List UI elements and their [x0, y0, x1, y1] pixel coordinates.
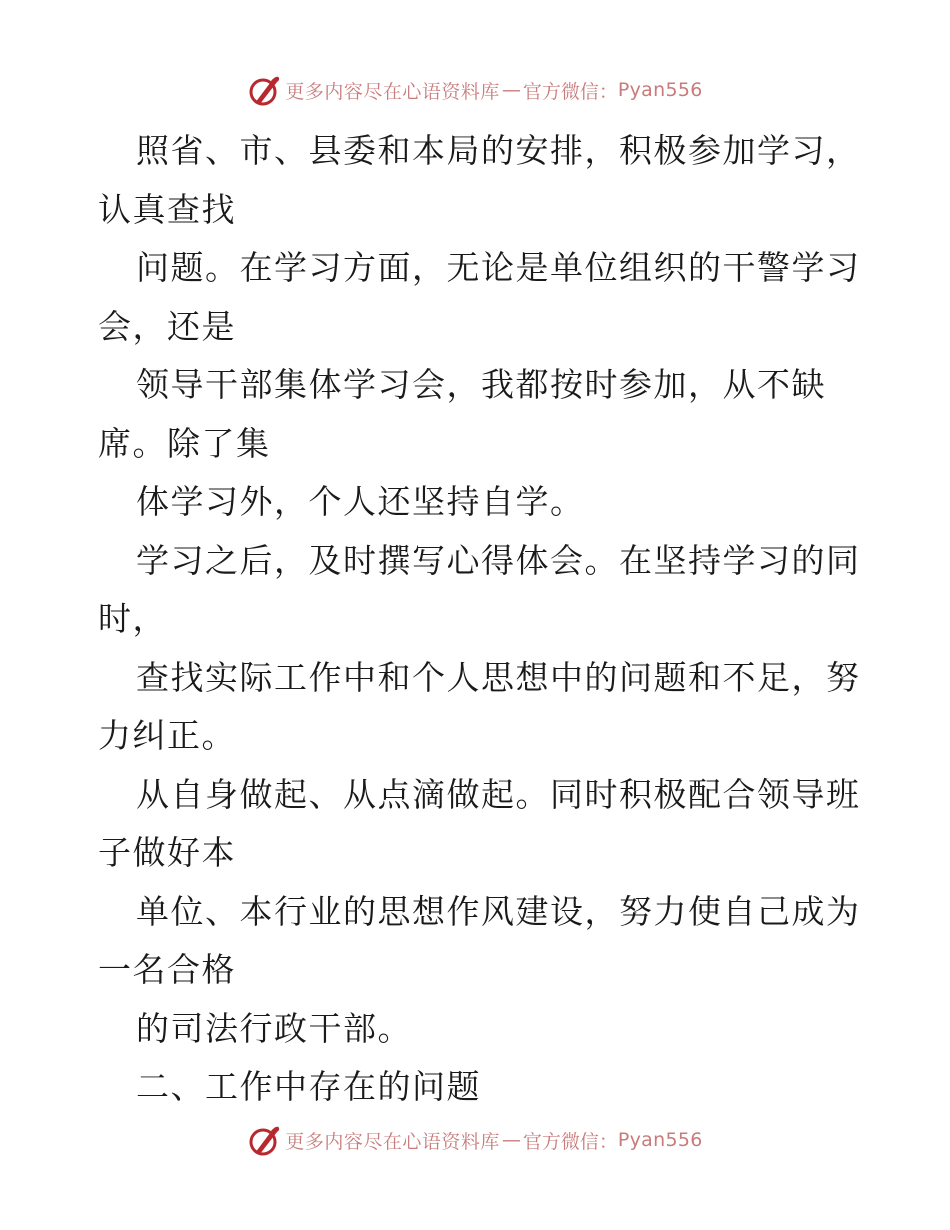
text-line: 学习之后，及时撰写心得体会。在坚持学习的同	[136, 540, 861, 580]
text-line: 问题。在学习方面，无论是单位组织的干警学习	[136, 248, 861, 287]
watermark-dash: —	[501, 1129, 521, 1151]
document-body	[98, 122, 861, 1117]
watermark-wechat-handle: Pyan556	[617, 1129, 703, 1151]
text-line: 席。除了集	[98, 423, 271, 463]
watermark-text: 更多内容尽在心语资料库	[285, 1130, 500, 1153]
quill-logo-icon	[247, 73, 281, 107]
text-line: 的司法行政干部。	[136, 1008, 412, 1048]
text-line: 单位、本行业的思想作风建设，努力使自己成为	[136, 891, 861, 931]
text-line: 领导干部集体学习会，我都按时参加，从不缺	[136, 365, 826, 404]
text-line: 一名合格	[98, 950, 236, 989]
text-line: 体学习外，个人还坚持自学。	[136, 482, 585, 521]
text-line: 时，	[98, 599, 167, 638]
quill-logo-icon	[247, 1123, 281, 1157]
watermark-dash: —	[501, 79, 521, 101]
text-line: 力纠正。	[98, 716, 236, 755]
watermark-text: 更多内容尽在心语资料库	[285, 80, 500, 103]
watermark-wechat-label: 官方微信：	[522, 1130, 618, 1153]
text-line: 会，还是	[98, 306, 236, 346]
section-heading: 二、工作中存在的问题	[136, 1067, 481, 1106]
text-line: 认真查找	[98, 189, 236, 229]
footer-watermark	[0, 1120, 950, 1160]
text-line: 子做好本	[98, 833, 236, 872]
text-line: 照省、市、县委和本局的安排，积极参加学习，	[136, 131, 861, 170]
watermark-wechat-handle: Pyan556	[617, 79, 703, 101]
text-line: 从自身做起、从点滴做起。同时积极配合领导班	[136, 774, 861, 814]
watermark-wechat-label: 官方微信：	[522, 80, 618, 103]
header-watermark	[0, 70, 950, 110]
text-line: 查找实际工作中和个人思想中的问题和不足，努	[136, 657, 861, 697]
